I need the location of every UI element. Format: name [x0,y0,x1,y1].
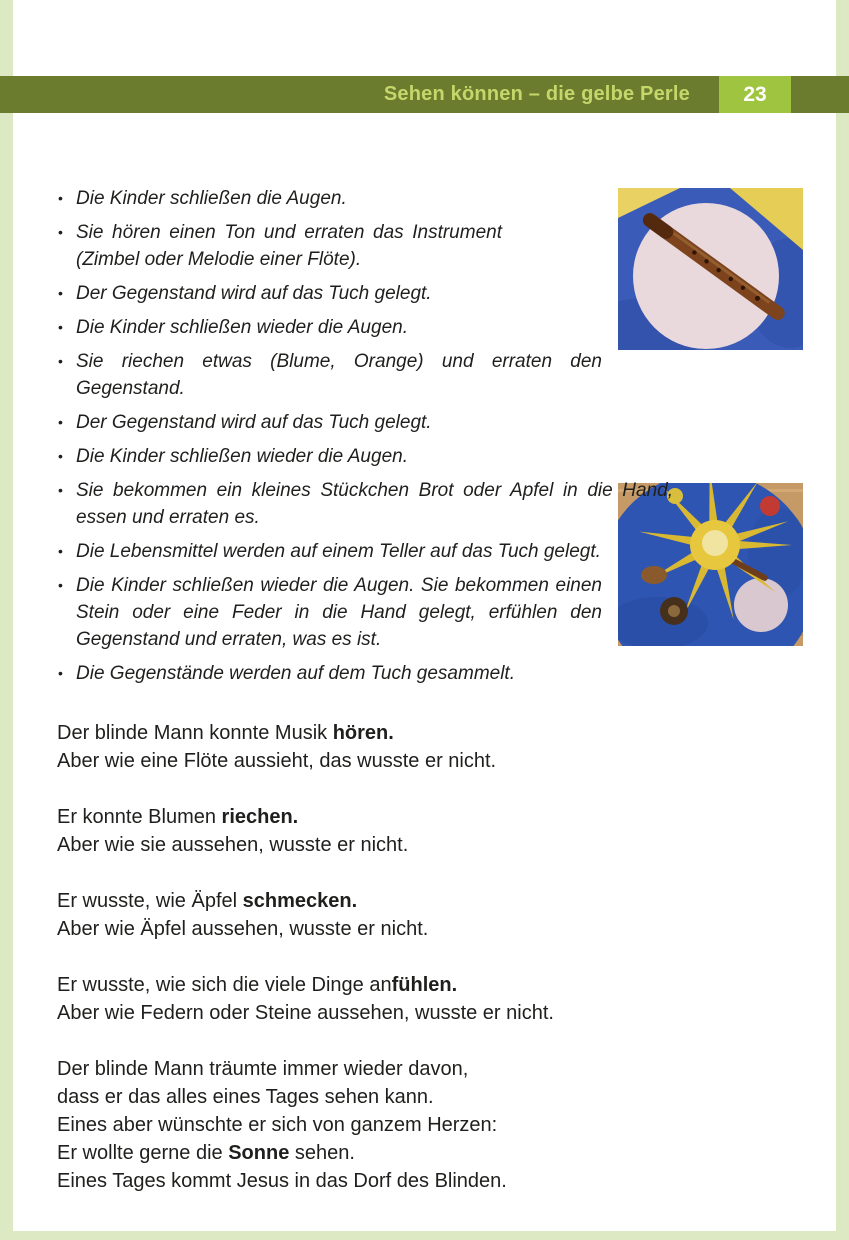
bullet-marker: • [58,319,63,335]
activity-bullet-list [57,185,712,687]
bullet-marker: • [58,665,63,681]
chapter-title: Sehen können – die gelbe Perle [383,83,690,105]
bullet-item [57,314,602,341]
bullet-item [57,477,673,531]
bullet-text: Die Kinder schließen wieder die Augen. Sie bekommen einen Stein oder eine Feder in die Hand gelegt, erfühlen den Gegenstand und erraten, was es ist. [76,575,602,650]
bullet-item [57,443,602,470]
bullet-marker: • [58,482,63,498]
paragraph-line: Der blinde Mann konnte Musik hören. [57,722,394,744]
paragraph-line: Der blinde Mann träumte immer wieder davon, [57,1058,469,1080]
story-paragraph [57,887,712,943]
bullet-marker: • [58,224,63,240]
paragraph-line: Eines aber wünschte er sich von ganzem Herzen: [57,1114,498,1136]
page-content [57,185,712,1195]
page-number-badge: 23 [719,76,791,113]
bullet-marker: • [58,448,63,464]
paragraph-line: Aber wie Äpfel aussehen, wusste er nicht. [57,918,429,940]
paragraph-line: Eines Tages kommt Jesus in das Dorf des Blinden. [57,1170,507,1192]
bullet-text: Sie hören einen Ton und erraten das Instrument (Zimbel oder Melodie einer Flöte). [76,222,502,270]
paragraph-line: Er wusste, wie sich die viele Dinge anfühlen. [57,974,458,996]
story-paragraphs [57,719,712,1195]
bullet-item [57,538,602,565]
bullet-item [57,409,602,436]
bullet-text: Der Gegenstand wird auf das Tuch gelegt. [76,412,432,433]
bullet-item [57,185,602,212]
bullet-text: Sie bekommen ein kleines Stückchen Brot oder Apfel in die Hand, essen und erraten es. [76,480,673,528]
bullet-marker: • [58,285,63,301]
bullet-marker: • [58,414,63,430]
paragraph-line: Aber wie sie aussehen, wusste er nicht. [57,834,409,856]
bullet-item [57,660,602,687]
bullet-item [57,219,502,273]
bullet-marker: • [58,353,63,369]
bullet-marker: • [58,543,63,559]
bullet-marker: • [58,190,63,206]
paragraph-line: Aber wie eine Flöte aussieht, das wusste er nicht. [57,750,497,772]
bullet-item [57,348,602,402]
story-paragraph [57,803,712,859]
bullet-text: Die Kinder schließen die Augen. [76,188,347,209]
paragraph-line: dass er das alles eines Tages sehen kann. [57,1086,434,1108]
chapter-header-bar [0,76,849,113]
page-margin-right [836,0,849,1240]
bullet-item [57,280,602,307]
bullet-text: Die Lebensmittel werden auf einem Teller auf das Tuch gelegt. [76,541,601,562]
story-paragraph [57,971,712,1027]
bullet-text: Die Kinder schließen wieder die Augen. [76,446,408,467]
bullet-text: Die Gegenstände werden auf dem Tuch gesammelt. [76,663,515,684]
story-paragraph [57,1055,712,1195]
paragraph-line: Er wollte gerne die Sonne sehen. [57,1142,355,1164]
paragraph-line: Aber wie Federn oder Steine aussehen, wusste er nicht. [57,1002,554,1024]
story-paragraph [57,719,712,775]
bullet-text: Der Gegenstand wird auf das Tuch gelegt. [76,283,432,304]
paragraph-line: Er konnte Blumen riechen. [57,806,299,828]
page-margin-left [0,0,13,1240]
bullet-text: Die Kinder schließen wieder die Augen. [76,317,408,338]
bullet-marker: • [58,577,63,593]
paragraph-line: Er wusste, wie Äpfel schmecken. [57,890,358,912]
bullet-item [57,572,602,653]
page-margin-bottom [0,1231,849,1240]
bullet-text: Sie riechen etwas (Blume, Orange) und erraten den Gegenstand. [76,351,602,399]
